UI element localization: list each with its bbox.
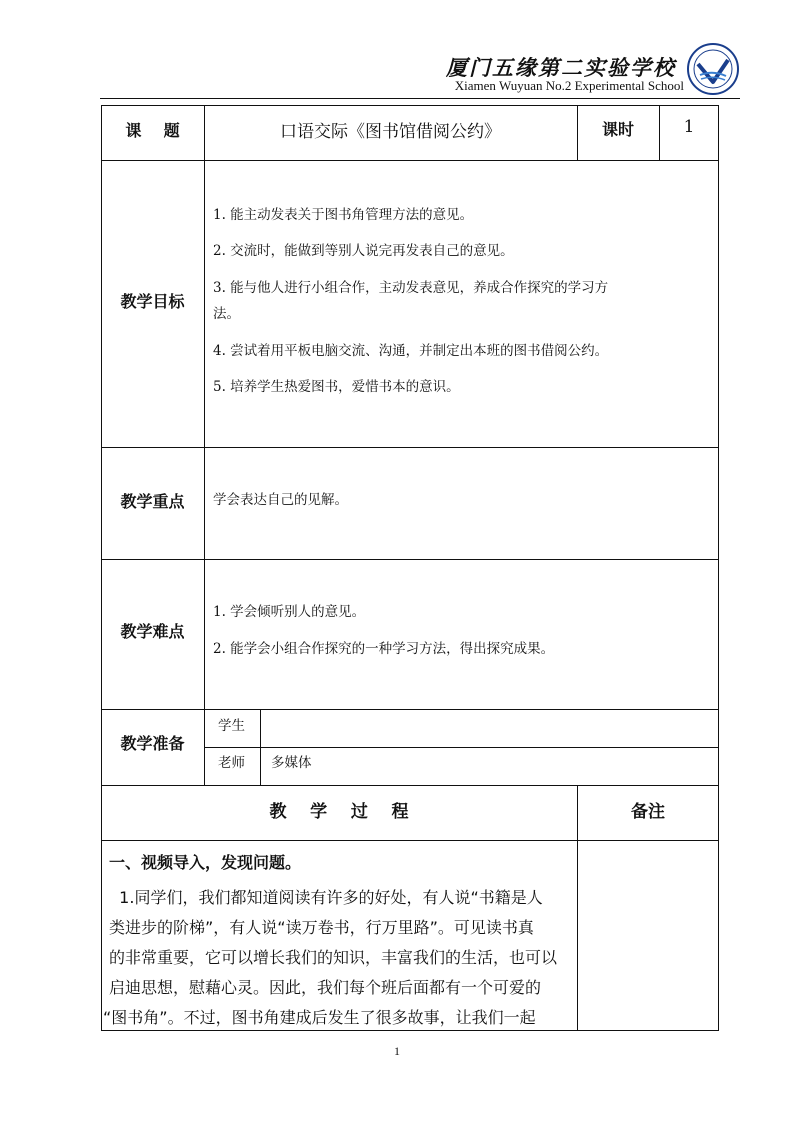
lesson-plan-table: [101, 105, 719, 1031]
difficulty-label: 教学难点: [120, 622, 185, 641]
objective-item: 4. 尝试着用平板电脑交流、沟通，并制定出本班的图书借阅公约。: [213, 343, 609, 359]
process-label: 教 学 过 程: [269, 802, 409, 822]
school-name-cn: 厦门五缘第二实验学校: [446, 55, 676, 80]
body-line: 启迪思想，慰藉心灵。因此，我们每个班后面都有一个可爱的: [109, 978, 542, 997]
school-name-en: Xiamen Wuyuan No.2 Experimental School: [454, 78, 684, 93]
topic-label: 课 题: [125, 121, 180, 140]
school-logo-icon: [686, 42, 740, 96]
difficulty-item: 1. 学会倾听别人的意见。: [213, 604, 366, 620]
difficulty-item: 2. 能学会小组合作探究的一种学习方法，得出探究成果。: [213, 641, 555, 657]
objectives-label: 教学目标: [120, 292, 185, 311]
body-line: 类进步的阶梯”，有人说“读万卷书，行万里路”。可见读书真: [109, 918, 534, 937]
body-line: 1.同学们，我们都知道阅读有许多的好处，有人说“书籍是人: [109, 888, 543, 907]
notes-label: 备注: [631, 802, 665, 822]
period-label: 课时: [601, 120, 634, 139]
prep-label: 教学准备: [120, 734, 185, 753]
objective-item: 1. 能主动发表关于图书角管理方法的意见。: [213, 207, 474, 223]
key-point-value: 学会表达自己的见解。: [213, 492, 348, 508]
objective-item: 2. 交流时，能做到等别人说完再发表自己的意见。: [213, 243, 514, 259]
objective-item: 5. 培养学生热爱图书，爱惜书本的意识。: [213, 379, 460, 395]
page-header: [320, 40, 740, 100]
header-rule: [100, 98, 740, 99]
objective-item: 法。: [213, 306, 240, 322]
page-number: 1: [394, 1044, 400, 1058]
body-line: “图书角”。不过，图书角建成后发生了很多故事，让我们一起: [103, 1008, 536, 1027]
objective-item: 3. 能与他人进行小组合作，主动发表意见，养成合作探究的学习方: [213, 280, 609, 296]
prep-teacher-value: 多媒体: [271, 755, 312, 771]
prep-student-label: 学生: [218, 718, 245, 734]
topic-value: 口语交际《图书馆借阅公约》: [280, 122, 501, 142]
body-line: 的非常重要，它可以增长我们的知识，丰富我们的生活，也可以: [109, 948, 558, 967]
prep-teacher-label: 老师: [218, 755, 245, 771]
section-title: 一、视频导入，发现问题。: [109, 853, 302, 872]
period-value: 1: [683, 117, 695, 137]
key-point-label: 教学重点: [120, 492, 185, 511]
